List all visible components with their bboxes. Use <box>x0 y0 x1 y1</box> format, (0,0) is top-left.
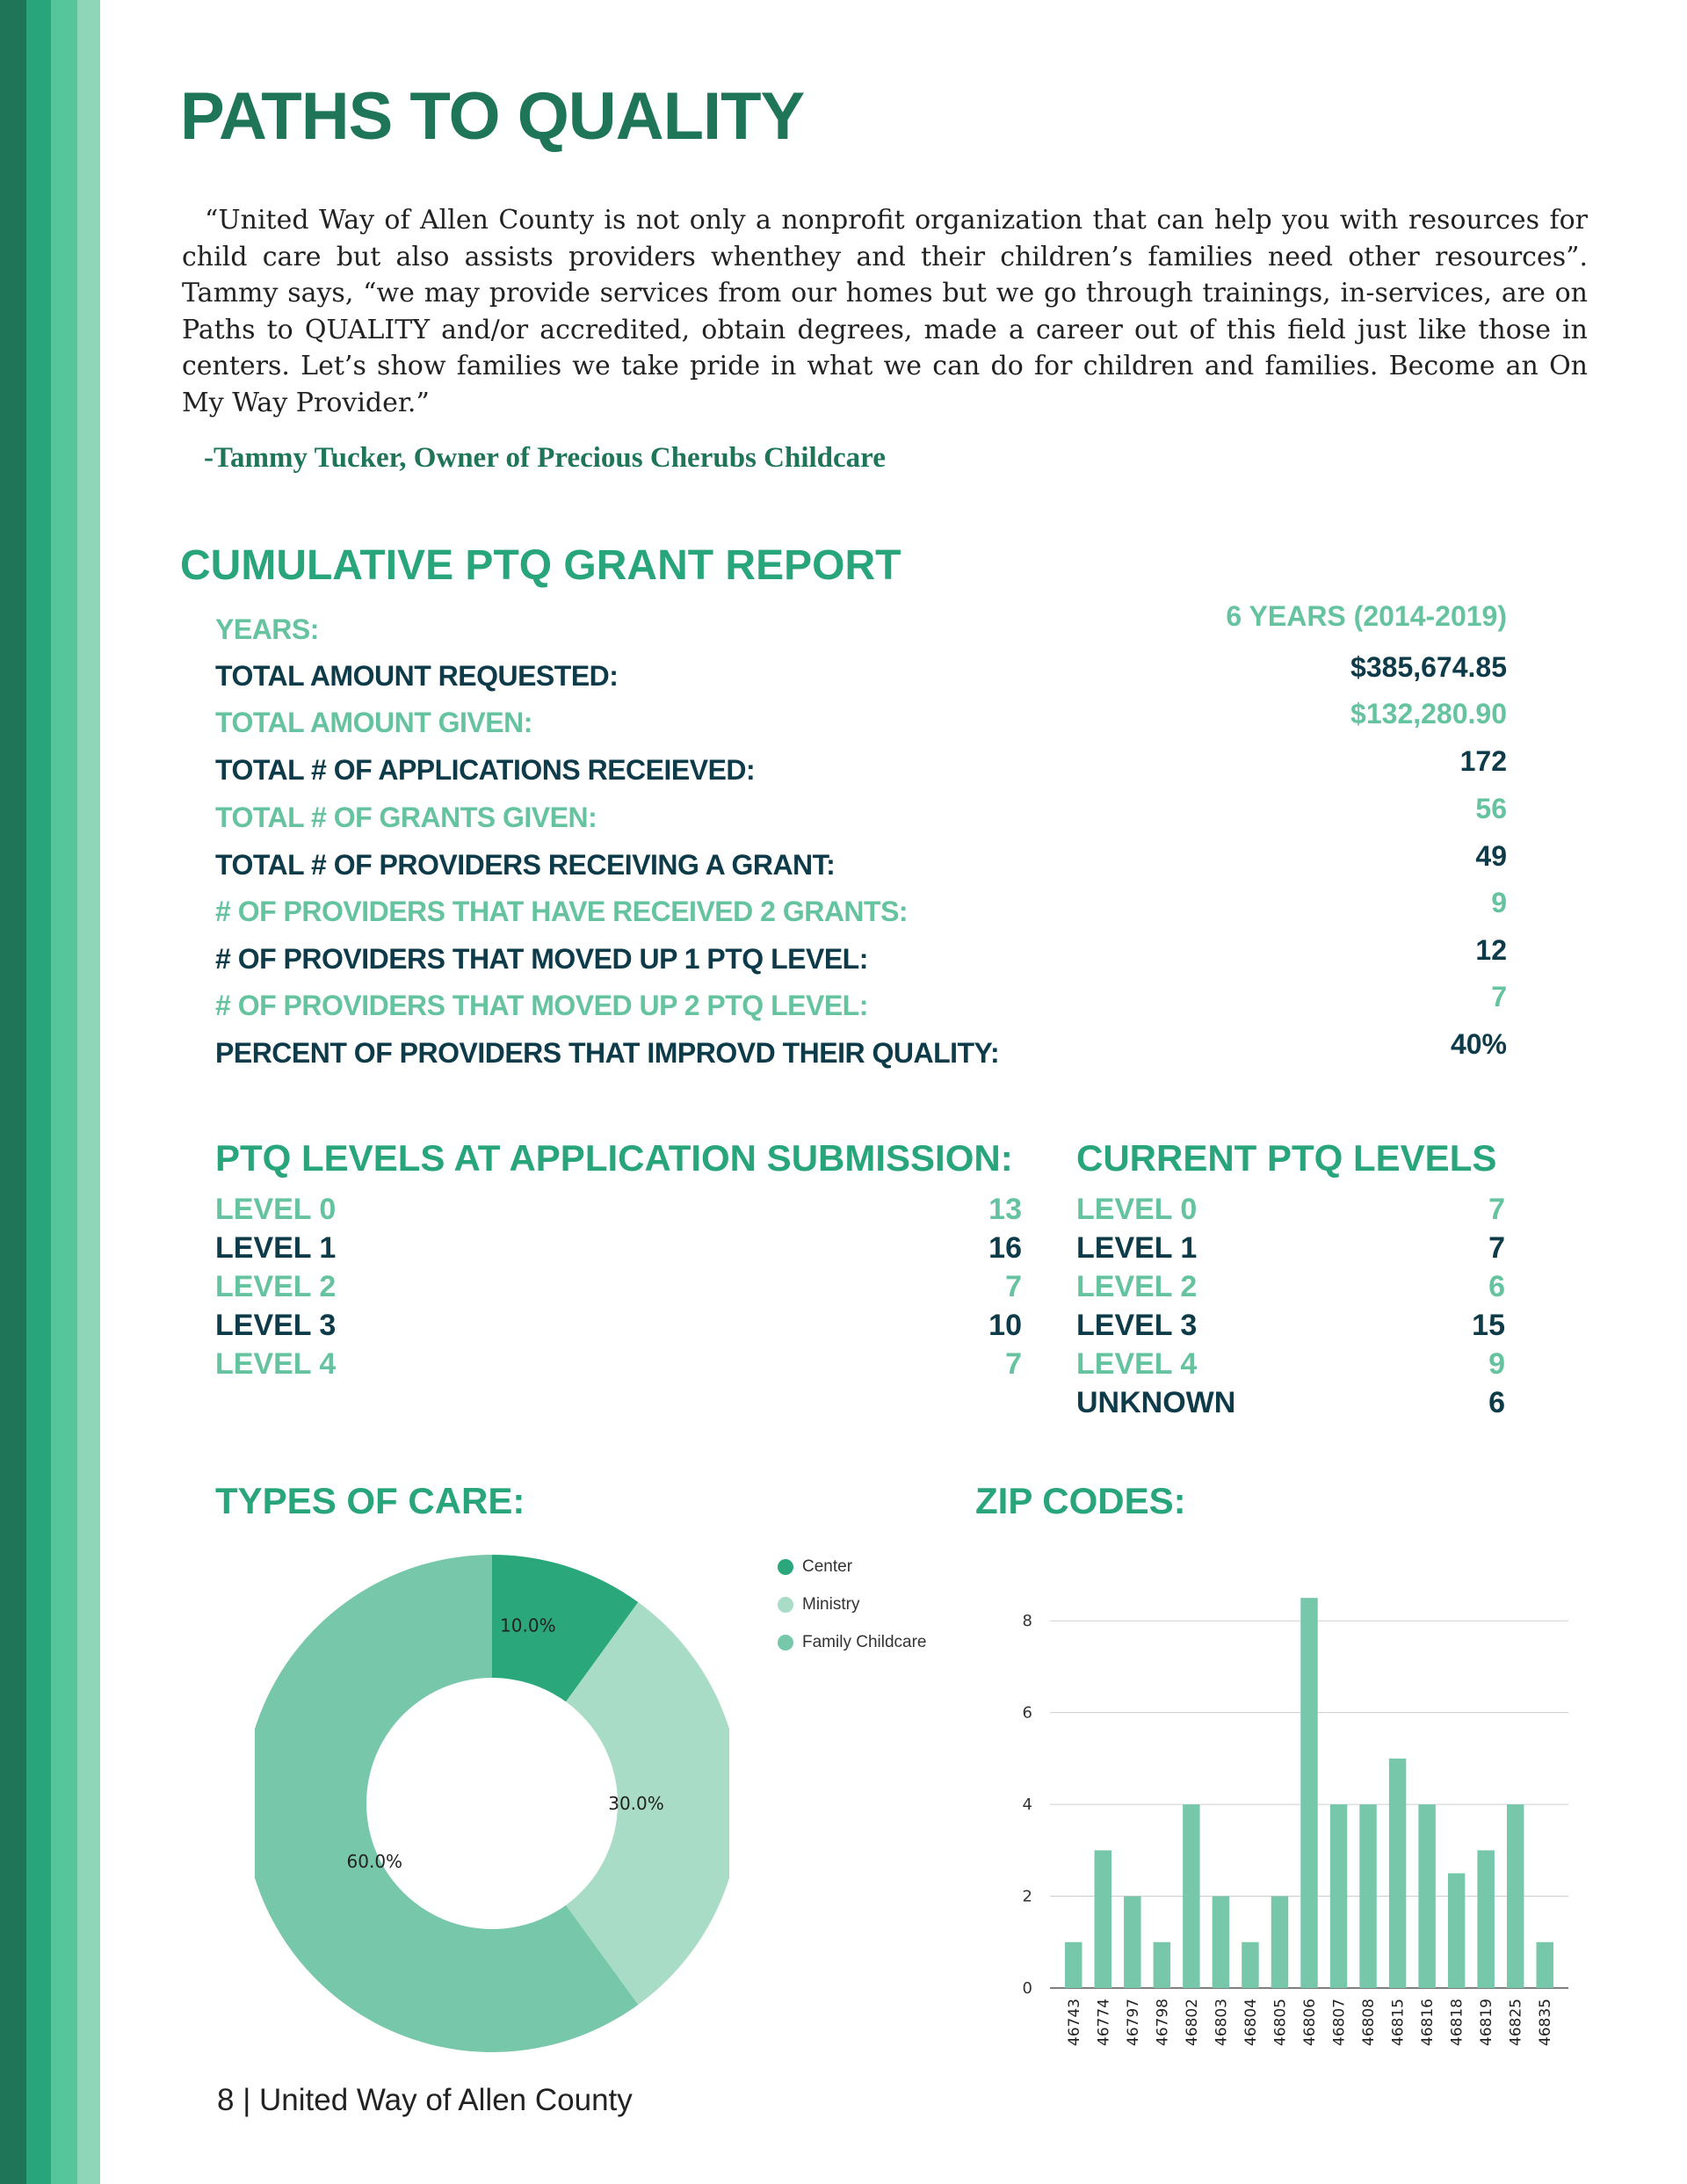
report-label: TOTAL # OF APPLICATIONS RECEIEVED: <box>215 754 756 786</box>
report-value: 40% <box>1450 1028 1507 1060</box>
level-row <box>1076 1193 1505 1231</box>
level-row <box>215 1193 1022 1231</box>
zip-bar <box>1330 1804 1347 1988</box>
report-row <box>215 887 1507 943</box>
level-label: LEVEL 4 <box>215 1347 337 1381</box>
report-value: $385,674.85 <box>1350 651 1507 683</box>
x-tick-label: 46802 <box>1183 1999 1201 2047</box>
decorative-stripe <box>0 0 26 2184</box>
report-row <box>215 651 1507 707</box>
x-tick-label: 46815 <box>1389 1999 1408 2047</box>
report-value: 56 <box>1475 793 1507 824</box>
x-tick-label: 46816 <box>1419 1999 1437 2047</box>
legend-item <box>778 1557 852 1577</box>
report-value: 172 <box>1459 745 1507 777</box>
zip-bar <box>1507 1804 1524 1988</box>
slice-label: 60.0% <box>346 1850 403 1872</box>
care-heading: TYPES OF CARE: <box>215 1480 525 1521</box>
level-label: LEVEL 1 <box>215 1231 337 1265</box>
zip-heading: ZIP CODES: <box>975 1480 1186 1521</box>
report-row <box>215 934 1507 990</box>
level-row <box>215 1231 1022 1270</box>
level-value: 6 <box>1488 1270 1505 1303</box>
submission-levels-heading: PTQ LEVELS AT APPLICATION SUBMISSION: <box>215 1137 1013 1179</box>
report-value: 7 <box>1491 981 1507 1012</box>
zip-bar <box>1271 1897 1288 1988</box>
quote-paragraph: “United Way of Allen County is not only a nonprofit organization that can help you with resources for child care but also assists providers whenthey and their children’s families need other resources”. Tammy says, “we may provide services from our homes but we go through trainings, in-services, are on Paths to QUALITY and/or accredited, obtain degrees, made a career out of this field just like those in centers. Let’s show families we take pride in what we can do for children and families. Become an On My Way Provider.” <box>182 205 1588 418</box>
x-tick-label: 46808 <box>1360 1999 1379 2047</box>
level-row <box>215 1309 1022 1347</box>
zip-bar <box>1537 1942 1553 1988</box>
zip-bar <box>1183 1804 1199 1988</box>
zip-bar <box>1242 1942 1258 1988</box>
level-value: 16 <box>988 1231 1022 1265</box>
report-row <box>215 698 1507 754</box>
x-tick-label: 46807 <box>1330 1999 1349 2047</box>
level-label: LEVEL 1 <box>1076 1231 1198 1265</box>
level-value: 7 <box>1005 1347 1022 1381</box>
zip-bar <box>1359 1804 1376 1988</box>
zip-bar <box>1213 1897 1229 1988</box>
level-value: 10 <box>988 1309 1022 1342</box>
legend-label: Center <box>802 1557 853 1576</box>
report-value: 6 YEARS (2014-2019) <box>1226 600 1507 632</box>
level-row <box>1076 1270 1505 1309</box>
y-tick-label: 0 <box>1022 1979 1032 1998</box>
report-row <box>215 840 1507 896</box>
x-tick-label: 46743 <box>1065 1999 1083 2047</box>
x-tick-label: 46774 <box>1095 1999 1113 2047</box>
x-tick-label: 46819 <box>1478 1999 1496 2047</box>
x-tick-label: 46798 <box>1154 1999 1172 2047</box>
report-value: 9 <box>1491 887 1507 918</box>
zip-codes-bar-chart <box>1010 1564 1573 2065</box>
decorative-stripe <box>77 0 100 2184</box>
zip-bar <box>1095 1850 1111 1988</box>
level-value: 7 <box>1488 1231 1505 1265</box>
level-row <box>1076 1386 1505 1425</box>
current-levels-heading: CURRENT PTQ LEVELS <box>1076 1137 1497 1179</box>
zip-bar <box>1477 1850 1494 1988</box>
quote-attribution: -Tammy Tucker, Owner of Precious Cherubs Childcare <box>204 442 886 474</box>
report-heading: CUMULATIVE PTQ GRANT REPORT <box>180 542 901 589</box>
report-row <box>215 600 1507 661</box>
x-tick-label: 46803 <box>1213 1999 1231 2047</box>
legend-item <box>778 1595 859 1614</box>
slice-label: 30.0% <box>608 1793 664 1814</box>
report-label: # OF PROVIDERS THAT MOVED UP 1 PTQ LEVEL: <box>215 943 868 975</box>
level-label: UNKNOWN <box>1076 1386 1236 1419</box>
decorative-stripe <box>26 0 51 2184</box>
level-row <box>1076 1347 1505 1386</box>
y-tick-label: 2 <box>1022 1887 1032 1906</box>
x-tick-label: 46825 <box>1507 1999 1525 2047</box>
level-label: LEVEL 3 <box>1076 1309 1198 1342</box>
report-value: 49 <box>1475 840 1507 872</box>
x-tick-label: 46818 <box>1448 1999 1466 2047</box>
report-row <box>215 745 1507 802</box>
x-tick-label: 46835 <box>1537 1999 1555 2047</box>
report-label: TOTAL AMOUNT REQUESTED: <box>215 660 619 692</box>
level-value: 13 <box>988 1193 1022 1226</box>
report-row <box>215 793 1507 849</box>
legend-swatch <box>778 1597 793 1613</box>
current-levels-list <box>1076 1193 1505 1425</box>
x-tick-label: 46805 <box>1271 1999 1290 2047</box>
legend-label: Ministry <box>802 1595 860 1614</box>
zip-bar <box>1389 1759 1406 1988</box>
level-row <box>215 1270 1022 1309</box>
legend-label: Family Childcare <box>802 1633 927 1651</box>
x-tick-label: 46806 <box>1301 1999 1319 2047</box>
level-value: 9 <box>1488 1347 1505 1381</box>
zip-bar <box>1300 1598 1317 1988</box>
level-row <box>215 1347 1022 1386</box>
report-row <box>215 1028 1507 1085</box>
level-label: LEVEL 0 <box>1076 1193 1198 1226</box>
level-label: LEVEL 3 <box>215 1309 337 1342</box>
report-value: 12 <box>1475 934 1507 966</box>
page-title: PATHS TO QUALITY <box>180 79 805 154</box>
legend-item <box>778 1633 926 1652</box>
level-label: LEVEL 4 <box>1076 1347 1198 1381</box>
slice-label: 10.0% <box>500 1614 556 1636</box>
zip-bar <box>1065 1942 1082 1988</box>
level-value: 6 <box>1488 1386 1505 1419</box>
level-value: 7 <box>1005 1270 1022 1303</box>
report-label: TOTAL AMOUNT GIVEN: <box>215 707 532 738</box>
report-label: YEARS: <box>215 613 319 645</box>
y-tick-label: 6 <box>1022 1703 1032 1723</box>
submission-levels-list <box>215 1193 1022 1386</box>
zip-bar <box>1124 1897 1140 1988</box>
types-of-care-donut-chart <box>255 1551 729 2061</box>
report-label: TOTAL # OF GRANTS GIVEN: <box>215 802 597 833</box>
level-value: 15 <box>1472 1309 1505 1342</box>
level-label: LEVEL 2 <box>1076 1270 1198 1303</box>
report-label: # OF PROVIDERS THAT HAVE RECEIVED 2 GRANTS: <box>215 896 909 927</box>
level-value: 7 <box>1488 1193 1505 1226</box>
zip-bar <box>1418 1804 1435 1988</box>
report-label: TOTAL # OF PROVIDERS RECEIVING A GRANT: <box>215 849 836 881</box>
level-row <box>1076 1231 1505 1270</box>
x-tick-label: 46804 <box>1242 1999 1260 2047</box>
level-label: LEVEL 0 <box>215 1193 337 1226</box>
page-footer: 8 | United Way of Allen County <box>217 2083 633 2117</box>
zip-bar <box>1154 1942 1170 1988</box>
legend-swatch <box>778 1635 793 1651</box>
report-row <box>215 981 1507 1037</box>
decorative-stripe <box>51 0 77 2184</box>
y-tick-label: 8 <box>1022 1612 1032 1631</box>
level-row <box>1076 1309 1505 1347</box>
report-label: PERCENT OF PROVIDERS THAT IMPROVD THEIR QUALITY: <box>215 1037 1000 1069</box>
legend-swatch <box>778 1559 793 1575</box>
zip-bar <box>1448 1873 1465 1988</box>
level-label: LEVEL 2 <box>215 1270 337 1303</box>
report-value: $132,280.90 <box>1350 698 1507 729</box>
report-label: # OF PROVIDERS THAT MOVED UP 2 PTQ LEVEL: <box>215 990 868 1021</box>
y-tick-label: 4 <box>1022 1796 1032 1815</box>
x-tick-label: 46797 <box>1124 1999 1142 2047</box>
